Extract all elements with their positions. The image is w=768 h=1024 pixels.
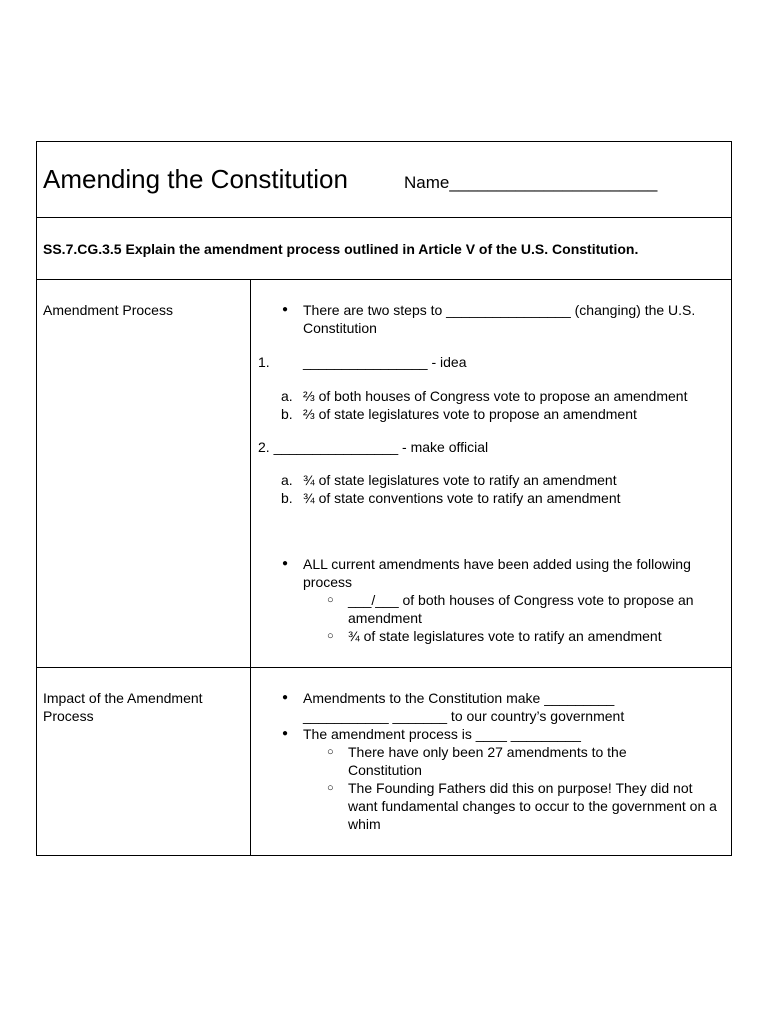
name-field-label: Name______________________ xyxy=(404,173,658,192)
list-item: ⅔ of state legislatures vote to propose an amendment xyxy=(303,406,637,422)
sub-bullet-circle: ○ xyxy=(327,782,334,794)
worksheet-table xyxy=(36,141,732,856)
sub-bullet-circle: ○ xyxy=(327,630,334,642)
all-amendments-bullet-text: ALL current amendments have been added using the following process xyxy=(303,556,691,590)
list-item: ⅔ of both houses of Congress vote to propose an amendment xyxy=(303,388,688,404)
impact-bullet-text: Amendments to the Constitution make _________ ___________ _______ to our country’s government xyxy=(303,690,625,724)
row-label: Impact of the Amendment Process xyxy=(43,690,203,724)
bullet-dot: ● xyxy=(282,304,289,315)
bullet-dot: ● xyxy=(282,692,289,703)
list-marker: a. xyxy=(281,472,293,488)
intro-bullet-text: There are two steps to ________________ (changing) the U.S. Constitution xyxy=(303,302,696,336)
standard-text: SS.7.CG.3.5 Explain the amendment process outlined in Article V of the U.S. Constitution. xyxy=(43,241,639,257)
step-1-text: ________________ - idea xyxy=(303,354,467,370)
standard-row xyxy=(37,218,731,280)
impact-bullet-text: The amendment process is ____ _________ xyxy=(303,726,581,742)
page-title: Amending the Constitution xyxy=(43,164,348,194)
step-2-text: 2. ________________ - make official xyxy=(258,439,489,455)
list-marker: b. xyxy=(281,406,293,422)
sub-list-item: The Founding Fathers did this on purpose! They did not want fundamental changes to occur to the government on a whim xyxy=(348,780,717,832)
step-number: 1. xyxy=(258,354,270,370)
sub-list-item: ___/___ of both houses of Congress vote to propose an amendment xyxy=(348,592,694,626)
bullet-dot: ● xyxy=(282,728,289,739)
bullet-dot: ● xyxy=(282,558,289,569)
list-item: ¾ of state conventions vote to ratify an amendment xyxy=(303,490,621,506)
title-row xyxy=(37,142,731,218)
sub-bullet-circle: ○ xyxy=(327,594,334,606)
row-label-cell xyxy=(37,280,251,667)
list-item: ¾ of state legislatures vote to ratify an amendment xyxy=(303,472,617,488)
impact-row xyxy=(37,668,731,855)
row-label: Amendment Process xyxy=(43,302,173,318)
sub-list-item: ¾ of state legislatures vote to ratify an amendment xyxy=(348,628,662,644)
row-label-cell xyxy=(37,668,251,855)
sub-list-item: There have only been 27 amendments to the Constitution xyxy=(348,744,627,778)
list-marker: b. xyxy=(281,490,293,506)
list-marker: a. xyxy=(281,388,293,404)
amendment-process-row xyxy=(37,280,731,668)
sub-bullet-circle: ○ xyxy=(327,746,334,758)
